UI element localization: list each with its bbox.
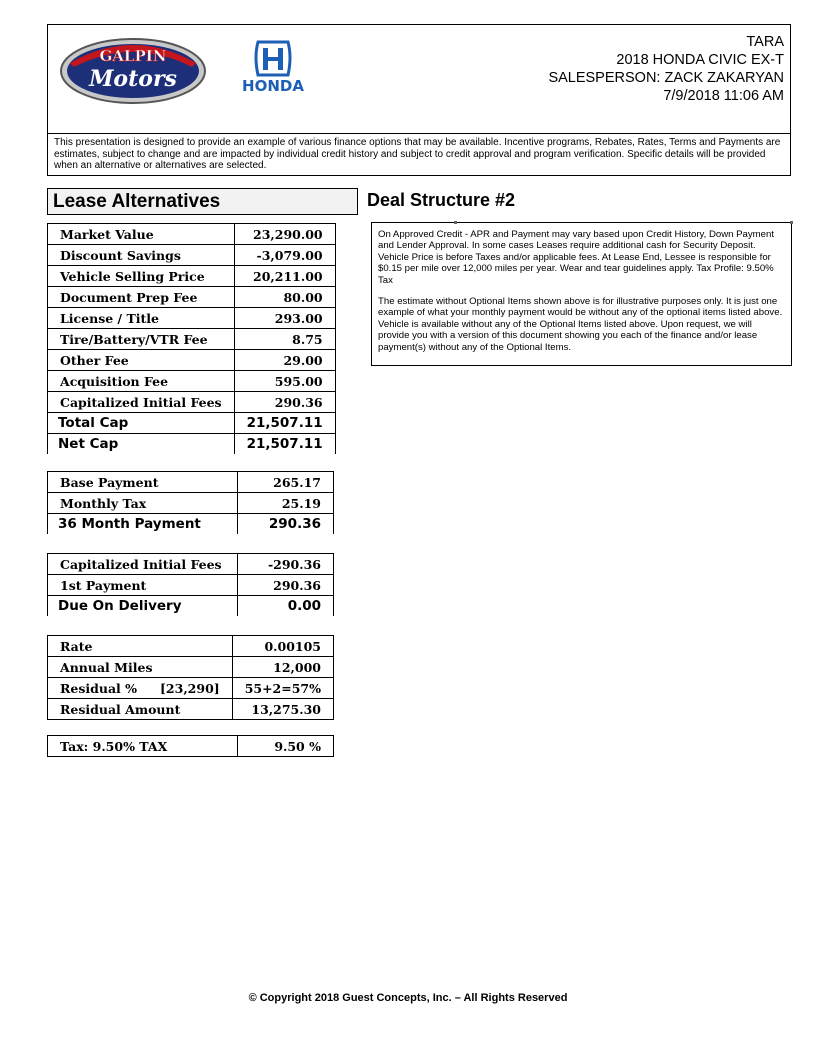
svg-text:GALPIN: GALPIN <box>99 47 167 65</box>
header-divider <box>48 133 790 134</box>
row-value: 29.00 <box>234 350 335 371</box>
due-label: Due On Delivery <box>48 596 238 617</box>
first-payment-value: 290.36 <box>238 575 334 596</box>
monthly-tax-value: 25.19 <box>238 493 334 514</box>
total-cap-row <box>48 413 336 434</box>
month-payment-row <box>48 514 334 535</box>
residual-amt-value: 13,275.30 <box>232 699 333 720</box>
table-row <box>48 350 336 371</box>
first-payment-label: 1st Payment <box>48 575 238 596</box>
table-row <box>48 371 336 392</box>
row-value: 290.36 <box>234 392 335 413</box>
disclaimer-text: This presentation is designed to provide an example of various finance options that may be available. Incentive programs, Rebates, Rates, Terms and Payments are estimates, subject to change and are impacted by individual credit history and subject to credit approval and program verification. Specific details will be provided when an alternative or alternatives are selected. <box>54 137 781 171</box>
due-on-delivery-row <box>48 596 334 617</box>
deal-structure-title: Deal Structure #2 <box>367 190 516 210</box>
row-label: Discount Savings <box>48 245 235 266</box>
table-row <box>48 636 334 657</box>
table-row <box>48 554 334 575</box>
galpin-motors-logo <box>58 33 208 105</box>
due-on-delivery-table <box>47 553 334 616</box>
row-value: 595.00 <box>234 371 335 392</box>
monthly-tax-label: Monthly Tax <box>48 493 238 514</box>
honda-logo <box>218 39 328 95</box>
tax-value: 9.50 % <box>238 736 334 757</box>
handle-dot <box>454 221 457 224</box>
row-value: -3,079.00 <box>234 245 335 266</box>
row-value: 23,290.00 <box>234 224 335 245</box>
tax-label: Tax: 9.50% TAX <box>48 736 238 757</box>
cap-fees-label: Capitalized Initial Fees <box>48 554 238 575</box>
svg-text:Motors: Motors <box>89 66 177 92</box>
table-row <box>48 224 336 245</box>
table-row <box>48 472 334 493</box>
deal-info <box>548 33 784 105</box>
cap-fees-value: -290.36 <box>238 554 334 575</box>
row-label: Capitalized Initial Fees <box>48 392 235 413</box>
residual-pct-value: 55+2=57% <box>232 678 333 699</box>
row-value: 80.00 <box>234 287 335 308</box>
row-label: Acquisition Fee <box>48 371 235 392</box>
tax-table <box>47 735 334 757</box>
residual-pct-cell <box>48 678 233 699</box>
vehicle-name: 2018 HONDA CIVIC EX-T <box>616 52 784 68</box>
header-box <box>47 24 791 176</box>
base-payment-label: Base Payment <box>48 472 238 493</box>
base-payment-value: 265.17 <box>238 472 334 493</box>
notes-paragraph-2: The estimate without Optional Items shown above is for illustrative purposes only. It is just one example of what your monthly payment would be without any of the optional items listed above. Vehicle is available without any of the Optional Items listed above. Upon request, we will provide you with a version of this document showing you each of the finance and/or lease payment(s) without any of the Optional Items. <box>378 296 783 353</box>
rate-label: Rate <box>48 636 233 657</box>
table-row <box>48 699 334 720</box>
salesperson: SALESPERSON: ZACK ZAKARYAN <box>548 70 784 86</box>
lease-alternatives-title: Lease Alternatives <box>47 188 358 215</box>
row-label: Market Value <box>48 224 235 245</box>
row-label: Document Prep Fee <box>48 287 235 308</box>
handle-dot <box>790 221 793 224</box>
row-label: Other Fee <box>48 350 235 371</box>
deal-datetime: 7/9/2018 11:06 AM <box>663 88 784 104</box>
cap-cost-table <box>47 223 336 454</box>
miles-label: Annual Miles <box>48 657 233 678</box>
table-row <box>48 736 334 757</box>
row-value: 293.00 <box>234 308 335 329</box>
net-cap-label: Net Cap <box>48 434 235 455</box>
copyright-footer: © Copyright 2018 Guest Concepts, Inc. – All Rights Reserved <box>248 992 568 1004</box>
table-row <box>48 308 336 329</box>
rate-residual-table <box>47 635 334 720</box>
table-row <box>48 575 334 596</box>
month-payment-value: 290.36 <box>238 514 334 535</box>
table-row <box>48 493 334 514</box>
table-row <box>48 678 334 699</box>
net-cap-value: 21,507.11 <box>234 434 335 455</box>
residual-amt-label: Residual Amount <box>48 699 233 720</box>
rate-value: 0.00105 <box>232 636 333 657</box>
row-value: 20,211.00 <box>234 266 335 287</box>
row-label: Vehicle Selling Price <box>48 266 235 287</box>
due-value: 0.00 <box>238 596 334 617</box>
table-row <box>48 329 336 350</box>
table-row <box>48 245 336 266</box>
row-label: Tire/Battery/VTR Fee <box>48 329 235 350</box>
table-row <box>48 657 334 678</box>
table-row <box>48 287 336 308</box>
total-cap-label: Total Cap <box>48 413 235 434</box>
total-cap-value: 21,507.11 <box>234 413 335 434</box>
svg-text:HONDA: HONDA <box>242 77 304 95</box>
row-label: License / Title <box>48 308 235 329</box>
net-cap-row <box>48 434 336 455</box>
deal-notes-box <box>371 222 792 366</box>
row-value: 8.75 <box>234 329 335 350</box>
residual-pct-base: [23,290] <box>160 680 220 696</box>
miles-value: 12,000 <box>232 657 333 678</box>
notes-paragraph-1: On Approved Credit - APR and Payment may vary based upon Credit History, Down Payment and Lender Approval. In some cases Leases require additional cash for Security Deposit. Vehicle Price is before Taxes and/or applicable fees. At Lease End, Lessee is responsible for $0.15 per mile over 12,000 miles per year. Wear and tear guidelines apply. Tax Profile: 9.50% Tax <box>378 229 775 286</box>
customer-name: TARA <box>746 34 784 50</box>
month-payment-label: 36 Month Payment <box>48 514 238 535</box>
table-row <box>48 392 336 413</box>
residual-pct-label: Residual % <box>60 680 138 696</box>
table-row <box>48 266 336 287</box>
payment-table <box>47 471 334 534</box>
